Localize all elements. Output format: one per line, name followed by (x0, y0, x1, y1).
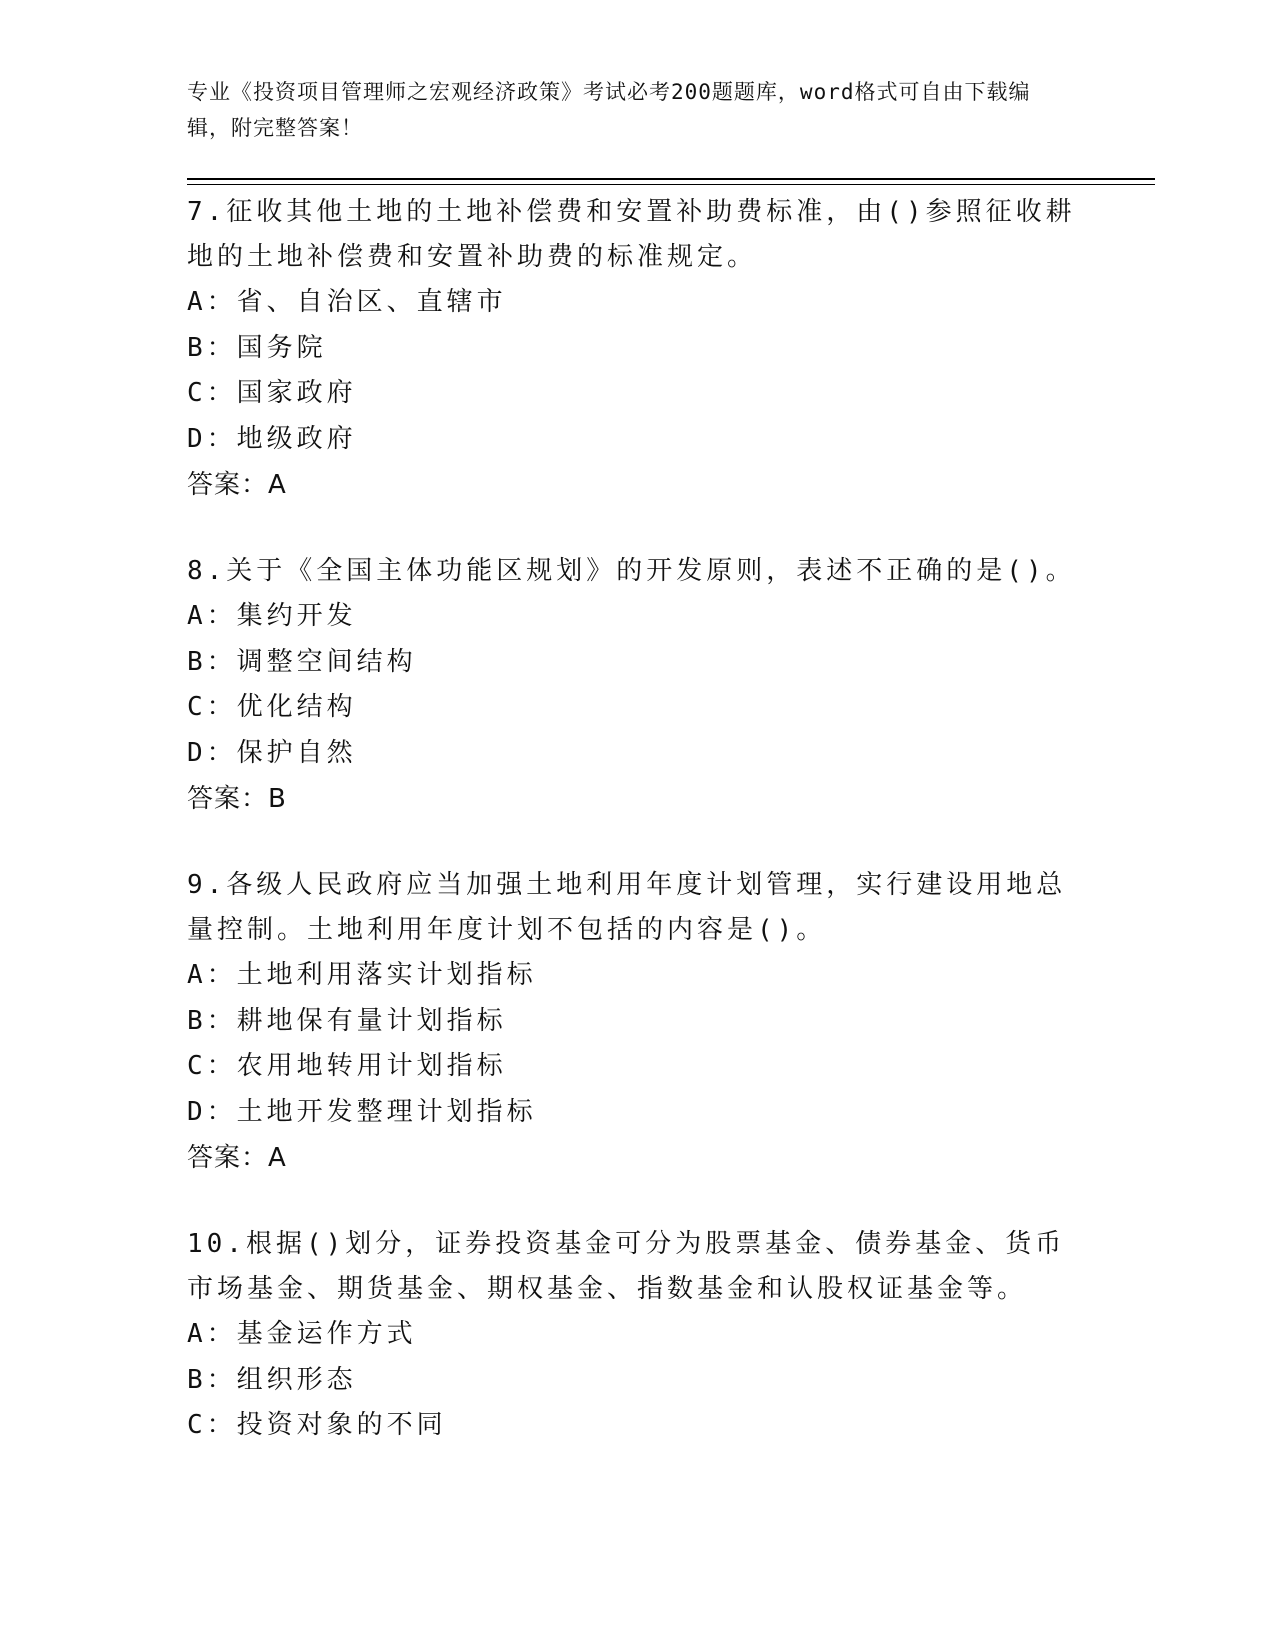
question-stem: 7.征收其他土地的土地补偿费和安置补助费标准，由()参照征收耕地的土地补偿费和安置补助费的标准规定。 (187, 197, 1076, 272)
question-8 (187, 549, 1087, 822)
option-a: A：基金运作方式 (187, 1319, 417, 1349)
question-7 (187, 190, 1087, 508)
answer: 答案：A (187, 1143, 287, 1173)
option-b: B：调整空间结构 (187, 646, 417, 677)
option-c: C：优化结构 (187, 692, 357, 722)
option-a: A：省、自治区、直辖市 (187, 287, 507, 317)
option-b: B：组织形态 (187, 1364, 357, 1395)
option-d: D：土地开发整理计划指标 (187, 1096, 537, 1127)
header-divider-thick (187, 178, 1155, 180)
document-header: 专业《投资项目管理师之宏观经济政策》考试必考200题题库，word格式可自由下载编辑，附完整答案！ (187, 80, 1031, 140)
option-a: A：土地利用落实计划指标 (187, 960, 537, 990)
option-c: C：投资对象的不同 (187, 1410, 447, 1440)
header-divider-thin (187, 184, 1155, 185)
answer: 答案：B (187, 784, 287, 814)
question-stem: 8.关于《全国主体功能区规划》的开发原则，表述不正确的是()。 (187, 556, 1076, 586)
question-10 (187, 1222, 1087, 1449)
question-9 (187, 863, 1087, 1181)
option-d: D：保护自然 (187, 737, 357, 768)
option-b: B：国务院 (187, 332, 327, 363)
option-c: C：农用地转用计划指标 (187, 1051, 507, 1081)
option-b: B：耕地保有量计划指标 (187, 1005, 507, 1036)
option-c: C：国家政府 (187, 378, 357, 408)
option-a: A：集约开发 (187, 601, 357, 631)
option-d: D：地级政府 (187, 423, 357, 454)
question-list (187, 190, 1087, 1490)
answer: 答案：A (187, 470, 287, 500)
question-stem: 9.各级人民政府应当加强土地利用年度计划管理，实行建设用地总量控制。土地利用年度计划不包括的内容是()。 (187, 870, 1067, 945)
question-stem: 10.根据()划分，证券投资基金可分为股票基金、债券基金、货币市场基金、期货基金、期权基金、指数基金和认股权证基金等。 (187, 1229, 1066, 1304)
